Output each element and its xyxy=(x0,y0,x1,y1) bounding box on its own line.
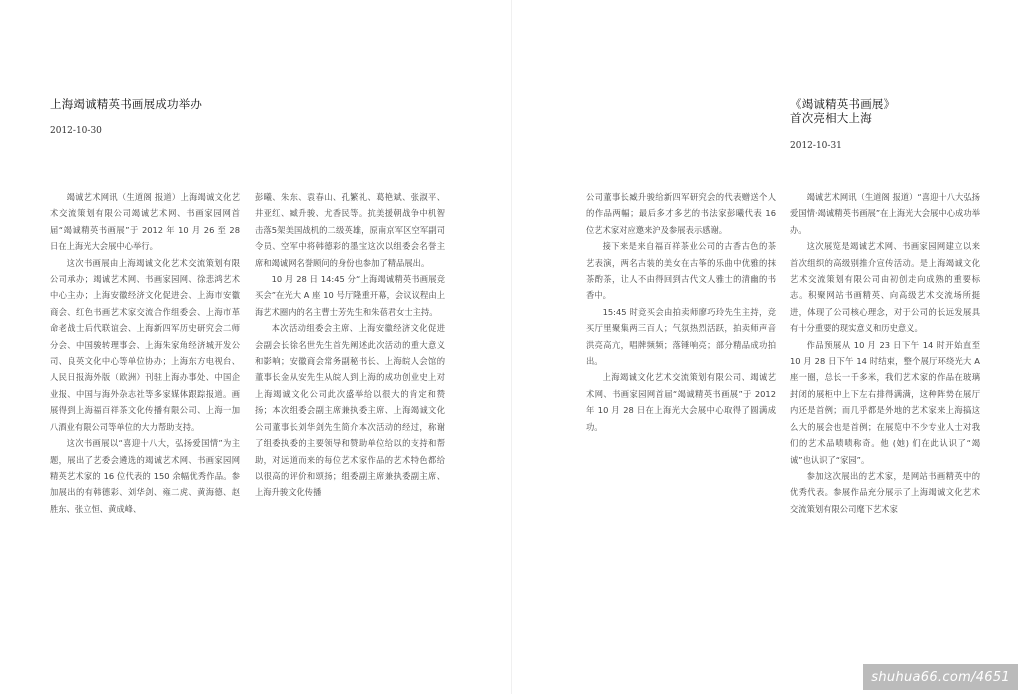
paragraph: 这次展览是竭诚艺术网、书画家园网建立以来首次组织的高级别推介宣传活动。是上海竭诚文化艺术交流策划有限公司由初创走向成熟的重要标志。积聚网站书画精英、向高级艺术交流场所挺进，体现了公司核心理念，对于公司的长远发展具有十分重要的现实意义和历史意义。 xyxy=(790,241,980,334)
paragraph: 本次活动组委会主席、上海安徽经济文化促进会副会长徐名世先生首先阐述此次活动的重大意义和影响；安徽商会常务副秘书长、上海皖人会馆的董事长金从安先生从皖人到上海的成功创业史上对上海竭诚文化公司此次盛举给以很大的肯定和赞扬；本次组委会副主席兼执委主席、上海竭诚文化公司董事长刘华剑先生简介本次活动的经过，称谢了组委执委的主要领导和赞助单位给以的支持和帮助，对远道而来的每位艺术家作品的艺术特色都给以很高的评价和颂扬；组委副主席兼执委副主席、上海升骏文化传播 xyxy=(255,323,445,498)
paragraph-continued: 彭曦、朱东、袁春山、孔繁礼、葛艳斌、张淑平、井亚红、臧升骏、尤香民等。抗美援朝战争中机智击落5架美国战机的二级英雄，原南京军区空军副司令员、空军中将韩德彩的墨宝这次以组委会名誉主席和竭诚网名誉顾问的身份也参加了精品展出。 xyxy=(255,192,445,268)
paragraph: 竭诚艺术网讯（生道阁 报道）上海竭诚文化艺术交流策划有限公司竭诚艺术网、书画家园网首届“竭诚精英书画展”于 2012 年 10 月 26 至 28 日在上海光大会展中心举行。 xyxy=(50,192,240,252)
site-watermark: shuhua66.com/4651 xyxy=(863,664,1018,690)
spread-divider xyxy=(511,0,512,694)
left-column-2 xyxy=(255,189,445,501)
right-title-line-2: 首次亮相大上海 xyxy=(790,111,872,125)
left-article-date: 2012-10-30 xyxy=(50,126,102,136)
left-column-1 xyxy=(50,189,240,517)
paragraph: 作品预展从 10 月 23 日下午 14 时开始直至 10 月 28 日下午 14 时结束，整个展厅环绕光大 A 座一圈，总长一千多米，我们艺术家的作品在玻璃封闭的展柜中上下左右排得满满，这种阵势在展厅内还是首例；而几乎都是外地的艺术家来上海搞这么大的展会也是首例；在展览中不少专业人士对我们的艺术品啧啧称奇。他 (她) 们在此认识了“竭诚”也认识了“家园”。 xyxy=(790,339,980,465)
right-article-title xyxy=(790,97,895,125)
paragraph: 上海竭诚文化艺术交流策划有限公司、竭诚艺术网、书画家园网首届“竭诚精英书画展”于 2012 年 10 月 28 日在上海光大会展中心取得了圆满成功。 xyxy=(586,372,776,432)
paragraph: 15:45 时竞买会由拍卖师廖巧玲先生主持，竞买厅里聚集两三百人；气氛热烈活跃，拍卖师声音洪亮高亢，唱牌频频；落锤响亮；部分精品成功拍出。 xyxy=(586,306,776,367)
right-title-line-1: 《竭诚精英书画展》 xyxy=(790,97,896,111)
paragraph: 接下来是来自福百祥茶业公司的古香古色的茶艺表演，两名古装的美女在古筝的乐曲中优雅的抹茶酌茶，让人不由得回到古代文人雅士的清幽的书香中。 xyxy=(586,241,776,301)
right-article-date: 2012-10-31 xyxy=(790,141,842,151)
paragraph: 10 月 28 日 14:45 分“上海竭诚精英书画展竞买会”在光大 A 座 10 号厅隆重开幕，会议议程由上海艺术圈内的名主曹士芳先生和朱蓓君女士主持。 xyxy=(255,274,445,317)
paragraph: 这次书画展由上海竭诚文化艺术交流策划有限公司承办；竭诚艺术网、书画家园网、徐悲鸿艺术中心主办；上海安徽经济文化促进会、上海市安徽商会、红色书画艺术家交流合作组委会、上海市革命老战士后代联谊会、上海新四军历史研究会二师分会、中国骏转理事会、上海朱家角经济城开发公司、良英文化中心等单位协办；上海东方电视台、人民日报海外版（欧洲）刊驻上海办事处、中国企业报、中国与海外杂志社等多家媒体跟踪报道。画展得到上海福百祥茶文化传播有限公司、上海一加八酒业有限公司等单位的大力帮助支持。 xyxy=(50,257,240,432)
left-article-title: 上海竭诚精英书画展成功举办 xyxy=(50,97,203,111)
paragraph-continued: 公司董事长臧升骏给新四军研究会的代表赠送个人的作品两幅；最后多才多艺的书法家彭曦代表 16 位艺术家对应邀来沪及参展表示感谢。 xyxy=(586,192,776,235)
paragraph: 参加这次展出的艺术家，是网站书画精英中的优秀代表。参展作品充分展示了上海竭诚文化艺术交流策划有限公司麾下艺术家 xyxy=(790,470,980,514)
paragraph: 这次书画展以“喜迎十八大，弘扬爱国情”为主题，展出了艺委会遴选的竭诚艺术网、书画家园网精英艺术家的 16 位代表的 150 余幅优秀作品。参加展出的有韩德彩、刘华剑、雍二虎、黄海德、赵胜东、张立恒、黄成峰、 xyxy=(50,438,240,514)
right-column-2 xyxy=(790,189,980,517)
right-column-1 xyxy=(586,189,776,435)
paragraph: 竭诚艺术网讯（生道阁 报道）“喜迎十八大弘扬爱国情·竭诚精英书画展”在上海光大会展中心成功举办。 xyxy=(790,192,980,235)
